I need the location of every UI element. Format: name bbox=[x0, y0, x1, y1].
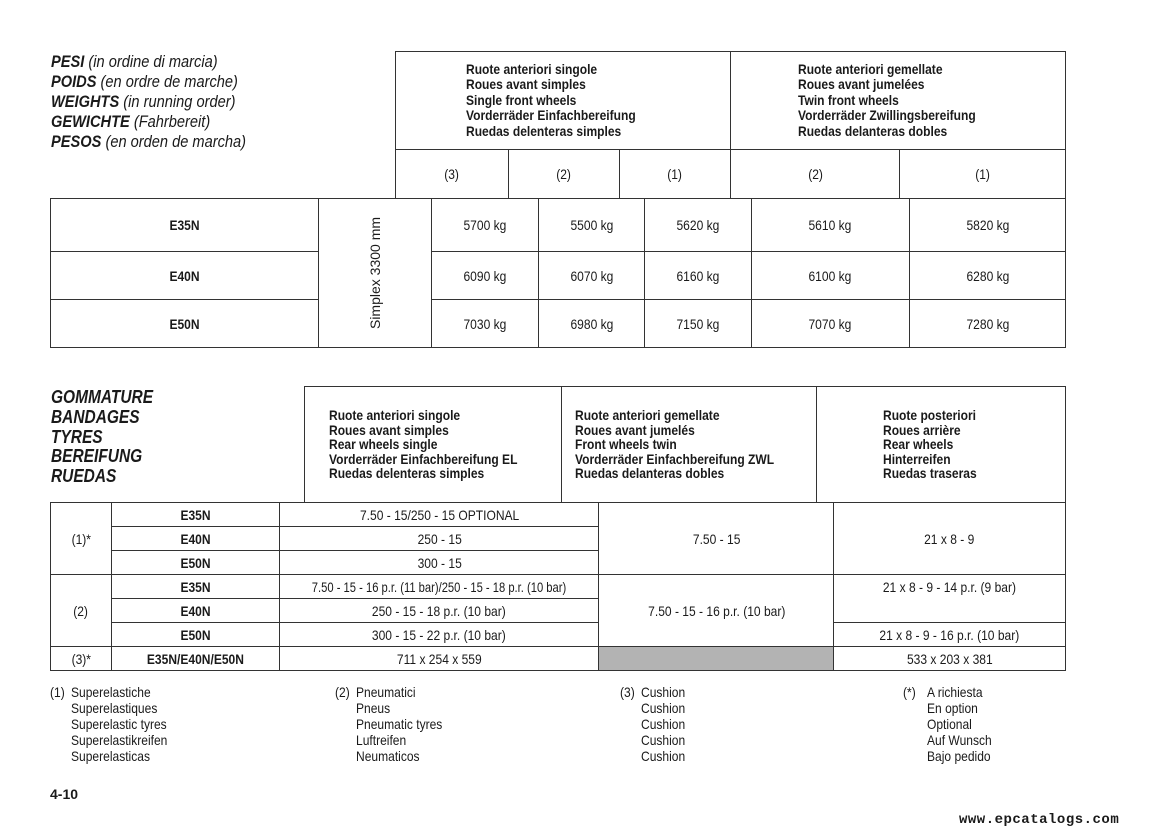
watermark-link[interactable]: www.epcatalogs.com bbox=[959, 812, 1120, 828]
legend-cushion: (3) Cushion Cushion Cushion Cushion Cushion bbox=[620, 684, 686, 764]
model-cell: E35N bbox=[111, 575, 279, 599]
value-cell: 5610 kg bbox=[751, 199, 910, 252]
tyre-cell: 250 - 15 bbox=[280, 527, 599, 551]
weights-title-line: WEIGHTS (in running order) bbox=[51, 92, 236, 111]
legend-pneumatic: (2) Pneumatici Pneus Pneumatic tyres Luftreifen Neumaticos bbox=[335, 684, 443, 764]
table-row bbox=[51, 503, 1066, 527]
value-cell: 6160 kg bbox=[644, 252, 751, 300]
tyre-cell: 250 - 15 - 18 p.r. (10 bar) bbox=[280, 599, 599, 623]
model-cell: E35N/E40N/E50N bbox=[111, 647, 279, 671]
value-cell: 5820 kg bbox=[910, 199, 1066, 252]
weights-title-line: PESOS (en orden de marcha) bbox=[51, 132, 247, 151]
subheader: (1) bbox=[900, 150, 1066, 199]
weights-title-line: GEWICHTE (Fahrbereit) bbox=[51, 112, 211, 131]
tyre-cell: 300 - 15 - 22 p.r. (10 bar) bbox=[280, 623, 599, 647]
model-cell: E50N bbox=[111, 623, 279, 647]
model-cell: E50N bbox=[111, 551, 279, 575]
page-number: 4-10 bbox=[50, 786, 79, 802]
table-row bbox=[51, 252, 1066, 300]
model-cell: E40N bbox=[111, 599, 279, 623]
tyre-cell: 7.50 - 15 bbox=[599, 503, 834, 575]
value-cell: 6280 kg bbox=[910, 252, 1066, 300]
weights-title-line: PESI (in ordine di marcia) bbox=[51, 52, 218, 71]
value-cell: 5500 kg bbox=[539, 199, 645, 252]
legend-optional: (*) A richiesta En option Optional Auf Wunsch Bajo pedido bbox=[903, 684, 992, 764]
model-cell: E50N bbox=[51, 300, 319, 348]
legend-superelastic: (1) Superelastiche Superelastiques Superelastic tyres Superelastikreifen Superelasticas bbox=[50, 684, 168, 764]
model-cell: E40N bbox=[111, 527, 279, 551]
group-label: (1)* bbox=[51, 503, 112, 575]
weights-header-table bbox=[395, 51, 1066, 199]
header-single-rear: Ruote anteriori singole Roues avant simples Rear wheels single Vorderräder Einfachbereifung EL Ruedas delenteras simples bbox=[305, 387, 562, 503]
subheader: (2) bbox=[731, 150, 900, 199]
subheader: (2) bbox=[508, 150, 619, 199]
table-row bbox=[51, 575, 1066, 599]
subheader: (3) bbox=[396, 150, 509, 199]
subheader: (1) bbox=[619, 150, 731, 199]
header-rear: Ruote posteriori Roues arrière Rear wheels Hinterreifen Ruedas traseras bbox=[816, 387, 1065, 503]
shaded-cell bbox=[599, 647, 834, 671]
value-cell: 6980 kg bbox=[539, 300, 645, 348]
tyre-cell: 21 x 8 - 9 - 14 p.r. (9 bar) bbox=[834, 575, 1066, 623]
value-cell: 6100 kg bbox=[751, 252, 910, 300]
table-row bbox=[51, 199, 1066, 252]
value-cell: 6090 kg bbox=[431, 252, 539, 300]
weights-table bbox=[50, 198, 1066, 348]
value-cell: 7280 kg bbox=[910, 300, 1066, 348]
value-cell: 5700 kg bbox=[431, 199, 539, 252]
tyre-cell: 711 x 254 x 559 bbox=[280, 647, 599, 671]
mast-cell: Simplex 3300 mm bbox=[318, 199, 431, 348]
group-label: (2) bbox=[51, 575, 112, 647]
tyres-title: GOMMATURE BANDAGES TYRES BEREIFUNG RUEDAS bbox=[51, 387, 154, 487]
table-row bbox=[51, 300, 1066, 348]
value-cell: 7030 kg bbox=[431, 300, 539, 348]
header-twin-front: Ruote anteriori gemellate Roues avant jumelées Twin front wheels Vorderräder Zwillingsbereifung Ruedas delanteras dobles bbox=[731, 52, 1066, 150]
header-single-front: Ruote anteriori singole Roues avant simples Single front wheels Vorderräder Einfachbereifung Ruedas delenteras simples bbox=[396, 52, 731, 150]
value-cell: 7150 kg bbox=[644, 300, 751, 348]
table-row bbox=[51, 647, 1066, 671]
tyre-cell: 21 x 8 - 9 bbox=[834, 503, 1066, 575]
tyres-table bbox=[50, 502, 1066, 671]
tyre-cell: 533 x 203 x 381 bbox=[834, 647, 1066, 671]
header-twin-front: Ruote anteriori gemellate Roues avant jumelés Front wheels twin Vorderräder Einfachbereifung ZWL Ruedas delanteras dobles bbox=[561, 387, 816, 503]
weights-title-line: POIDS (en ordre de marche) bbox=[51, 72, 238, 91]
tyre-cell: 7.50 - 15/250 - 15 OPTIONAL bbox=[280, 503, 599, 527]
value-cell: 5620 kg bbox=[644, 199, 751, 252]
tyre-cell: 7.50 - 15 - 16 p.r. (11 bar)/250 - 15 - 18 p.r. (10 bar) bbox=[280, 575, 599, 599]
tyre-cell: 7.50 - 15 - 16 p.r. (10 bar) bbox=[599, 575, 834, 647]
model-cell: E35N bbox=[51, 199, 319, 252]
group-label: (3)* bbox=[51, 647, 112, 671]
tyre-cell: 300 - 15 bbox=[280, 551, 599, 575]
weights-title bbox=[51, 52, 278, 152]
model-cell: E35N bbox=[111, 503, 279, 527]
model-cell: E40N bbox=[51, 252, 319, 300]
tyre-cell: 21 x 8 - 9 - 16 p.r. (10 bar) bbox=[834, 623, 1066, 647]
tyres-header-table bbox=[304, 386, 1066, 503]
value-cell: 7070 kg bbox=[751, 300, 910, 348]
value-cell: 6070 kg bbox=[539, 252, 645, 300]
table-row bbox=[51, 623, 1066, 647]
